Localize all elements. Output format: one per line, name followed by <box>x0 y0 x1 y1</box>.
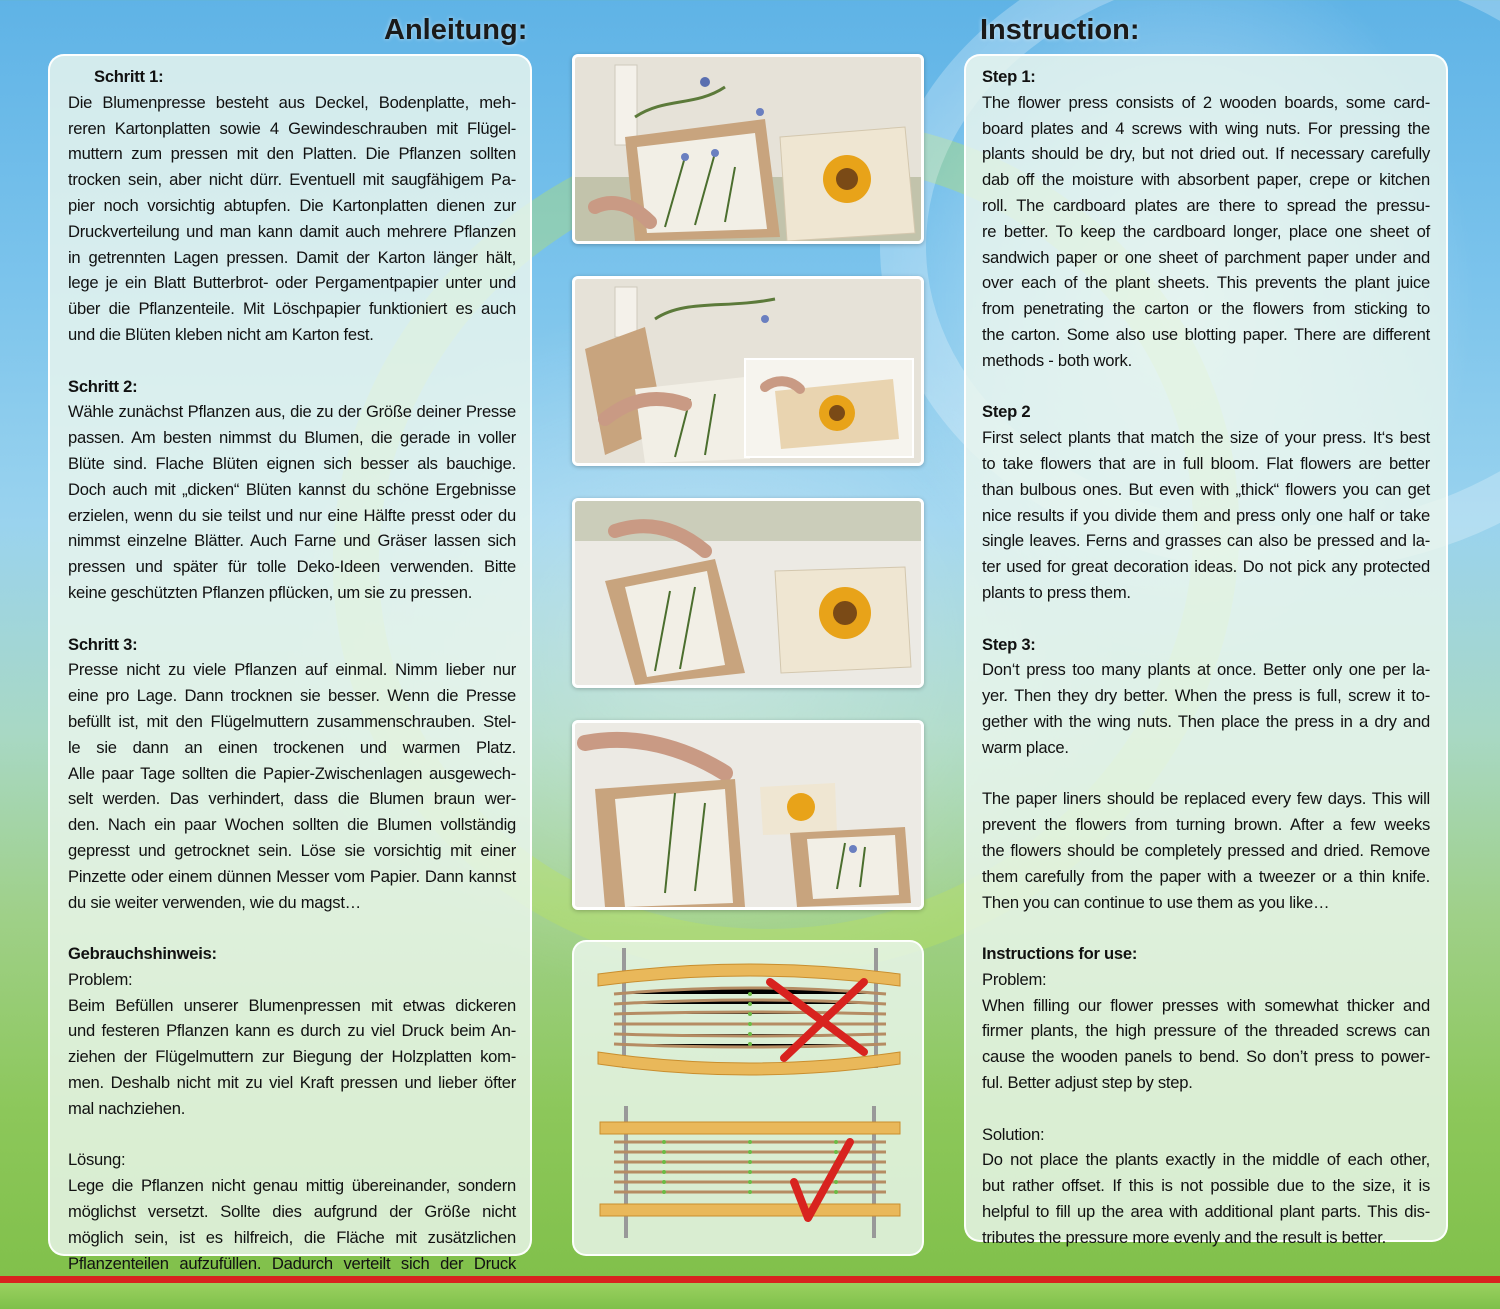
text-line: Doch auch mit „dicken“ Blüten kannst du schöne Ergebnisse <box>68 479 516 499</box>
bottom-green-strip <box>0 1283 1500 1309</box>
text-line: trocken sein, aber nicht dürr. Eventuell mit saugfähigem Pa- <box>68 170 516 190</box>
page-title-english: Instruction: <box>980 14 1140 46</box>
text-line: firmer plants, the high pressure of the threaded screws can <box>982 1021 1430 1041</box>
text-line: pier noch vorsichtig abtupfen. Die Kartonplatten dienen zur <box>68 195 516 215</box>
text-line: methods - both work. <box>982 350 1132 370</box>
problem-label: Problem: <box>68 969 133 989</box>
text-line: Druckverteilung und man kann damit auch mehrere Pflanzen <box>68 221 516 241</box>
text-line: The paper liners should be replaced every few days. This will <box>982 789 1430 809</box>
step3-text <box>68 657 516 915</box>
usage-heading: Gebrauchshinweis: <box>68 944 217 964</box>
text-line: than bulbous ones. But even with „thick“ flowers you can get <box>982 479 1430 499</box>
text-line: single leaves. Ferns and grasses can also be pressed and la- <box>982 531 1430 551</box>
page-title-german: Anleitung: <box>384 14 528 46</box>
text-line: mal nachziehen. <box>68 1098 186 1118</box>
text-line: men. Deshalb nicht mit zu viel Kraft pressen und lieber öfter <box>68 1073 516 1093</box>
photo-pressed-flowers-illustration <box>575 723 921 907</box>
text-line: le sie dann an einen trockenen und warmen Platz. <box>68 737 516 757</box>
usage-heading: Instructions for use: <box>982 944 1138 964</box>
text-line: from penetrating the carton or the flowers from sticking to <box>982 299 1430 319</box>
bent-press-diagram <box>598 948 900 1075</box>
text-line: befüllt ist, mit den Flügelmuttern zusammenschrauben. Stel- <box>68 711 516 731</box>
text-line: den. Nach ein paar Wochen sollten die Blumen vollständig <box>68 815 516 835</box>
text-line: Beim Befüllen unserer Blumenpressen mit etwas dickeren <box>68 995 516 1015</box>
text-line: erzielen, wenn du sie teilst und nur eine Hälfte presst oder du <box>68 505 516 525</box>
text-line: The flower press consists of 2 wooden boards, some card- <box>982 92 1430 112</box>
text-line: ter used for great decoration ideas. Do not pick any protected <box>982 557 1430 577</box>
photo-closing-press <box>572 276 924 466</box>
text-line: nice results if you divide them and press only one half or take <box>982 505 1430 525</box>
text-line: re better. To keep the cardboard longer, place one sheet of <box>982 221 1430 241</box>
step1-heading: Schritt 1: <box>94 67 164 86</box>
text-line: ful. Better adjust step by step. <box>982 1073 1193 1093</box>
text-line: but rather offset. If this is not possible due to the size, it is <box>982 1176 1430 1196</box>
text-line: them carefully from the paper with a tweezer or a thin knife. <box>982 866 1430 886</box>
text-line: plants should be dry, but not dried out. If necessary carefully <box>982 144 1430 164</box>
step3-text <box>982 657 1430 760</box>
text-line: yer. Then they dry better. When the press is full, screw it to- <box>982 686 1430 706</box>
text-line: Alle paar Tage sollten die Papier-Zwischenlagen ausgewech- <box>68 763 516 783</box>
bottom-red-bar <box>0 1276 1500 1283</box>
solution-label: Solution: <box>982 1124 1045 1144</box>
text-line: passen. Am besten nimmst du Blumen, die gerade in voller <box>68 428 516 448</box>
text-line: Lege die Pflanzen nicht genau mittig übereinander, sondern <box>68 1176 516 1196</box>
text-line: möglichst versetzt. Sollte dies aufgrund der Größe nicht <box>68 1202 516 1222</box>
text-line: the carton. Some also use blotting paper. There are different <box>982 324 1430 344</box>
english-instructions-panel <box>964 54 1448 1247</box>
text-line: keine geschützten Pflanzen pflücken, um sie zu pressen. <box>68 582 473 602</box>
german-instructions-panel <box>48 54 532 1273</box>
step3-heading: Step 3: <box>982 634 1036 654</box>
text-line: und festeren Pflanzen kann es durch zu viel Druck beim An- <box>68 1021 516 1041</box>
text-line: Don‘t press too many plants at once. Better only one per la- <box>982 660 1430 680</box>
press-diagram-illustration <box>574 942 922 1254</box>
text-line: First select plants that match the size of your press. It‘s best <box>982 428 1430 448</box>
text-line: über die Pflanzenteile. Mit Löschpapier funktioniert es auch <box>68 299 516 319</box>
text-line: in getrennten Lagen pressen. Damit der Karton länger hält, <box>68 247 516 267</box>
text-line: gepresst und getrocknet sein. Löse sie vorsichtig mit einer <box>68 840 516 860</box>
text-line: ziehen der Flügelmuttern zur Biegung der Holzplatten kom- <box>68 1047 516 1067</box>
solution-label: Lösung: <box>68 1150 126 1170</box>
text-line: roll. The cardboard plates are there to spread the pressu- <box>982 195 1430 215</box>
photo-open-press-illustration <box>575 57 921 241</box>
text-line: Wähle zunächst Pflanzen aus, die zu der Größe deiner Presse <box>68 402 516 422</box>
text-line: helpful to fill up the area with additional plant parts. This dis- <box>982 1202 1430 1222</box>
text-line: gether with the wing nuts. Then place the press in a dry and <box>982 711 1430 731</box>
step3-heading: Schritt 3: <box>68 634 138 654</box>
text-line: Pflanzenteilen aufzufüllen. Dadurch verteilt sich der Druck <box>68 1253 516 1273</box>
text-line: Do not place the plants exactly in the middle of each other, <box>982 1150 1430 1170</box>
text-line: möglich sein, ist es hilfreich, die Fläche mit zusätzlichen <box>68 1227 516 1247</box>
step1-heading: Step 1: <box>982 67 1036 86</box>
text-line: over each of the plant sheets. This prevents the plant juice <box>982 273 1430 293</box>
text-line: eine pro Lage. Dann trocknen sie besser. Wenn die Presse <box>68 686 516 706</box>
text-line: sandwich paper or one sheet of parchment paper under and <box>982 247 1430 267</box>
text-line: muttern zum pressen mit den Platten. Die Pflanzen sollten <box>68 144 516 164</box>
text-line: tributes the pressure more evenly and the result is better. <box>982 1227 1386 1247</box>
text-line: selt werden. Das verhindert, dass die Blumen braun wer- <box>68 789 516 809</box>
correct-press-diagram <box>600 1106 900 1238</box>
text-line: Presse nicht zu viele Pflanzen auf einmal. Nimm lieber nur <box>68 660 516 680</box>
photo-wing-nuts-illustration <box>575 501 921 685</box>
text-line: plants to press them. <box>982 582 1131 602</box>
step2-heading: Schritt 2: <box>68 376 138 396</box>
text-line: und die Blüten kleben nicht am Karton fest. <box>68 324 374 344</box>
problem-text <box>68 993 516 1122</box>
photo-pressed-flowers <box>572 720 924 910</box>
text-line: Blüte sind. Flache Blüten eignen sich besser als bauchige. <box>68 453 516 473</box>
text-line: pressen und später für tolle Deko-Ideen verwenden. Bitte <box>68 557 516 577</box>
photo-open-press <box>572 54 924 244</box>
text-line: prevent the flowers from turning brown. After a few weeks <box>982 815 1430 835</box>
text-line: the flowers should be completely pressed and dried. Remove <box>982 840 1430 860</box>
text-line: nimmst einzelne Blätter. Auch Farne und Gräser lassen sich <box>68 531 516 551</box>
text-line: When filling our flower presses with somewhat thicker and <box>982 995 1430 1015</box>
problem-label: Problem: <box>982 969 1047 989</box>
text-line: board plates and 4 screws with wing nuts. For pressing the <box>982 118 1430 138</box>
problem-text <box>982 993 1430 1096</box>
text-line: to take flowers that are in full bloom. Flat flowers are better <box>982 453 1430 473</box>
photo-closing-press-illustration <box>575 279 921 463</box>
step1-text <box>68 90 516 348</box>
text-line: du sie weiter verwenden, wie du magst… <box>68 892 362 912</box>
text-line: lege je ein Blatt Butterbrot- oder Pergamentpapier unter und <box>68 273 516 293</box>
step2-text <box>68 399 516 605</box>
text-line: cause the wooden panels to bend. So don’t press to power- <box>982 1047 1430 1067</box>
press-diagram <box>572 940 924 1256</box>
text-line: Then you can continue to use them as you like… <box>982 892 1330 912</box>
text-line: Pinzette oder einem dünnen Messer vom Papier. Dann kannst <box>68 866 516 886</box>
step3-continued-text <box>982 786 1430 915</box>
step2-text <box>982 425 1430 606</box>
photo-wing-nuts <box>572 498 924 688</box>
text-line: Die Blumenpresse besteht aus Deckel, Bodenplatte, meh- <box>68 92 516 112</box>
text-line: warm place. <box>982 737 1069 757</box>
text-line: dab off the moisture with absorbent paper, crepe or kitchen <box>982 170 1430 190</box>
text-line: reren Kartonplatten sowie 4 Gewindeschrauben mit Flügel- <box>68 118 516 138</box>
solution-text <box>982 1147 1430 1250</box>
step2-heading: Step 2 <box>982 402 1031 422</box>
step1-text <box>982 90 1430 374</box>
